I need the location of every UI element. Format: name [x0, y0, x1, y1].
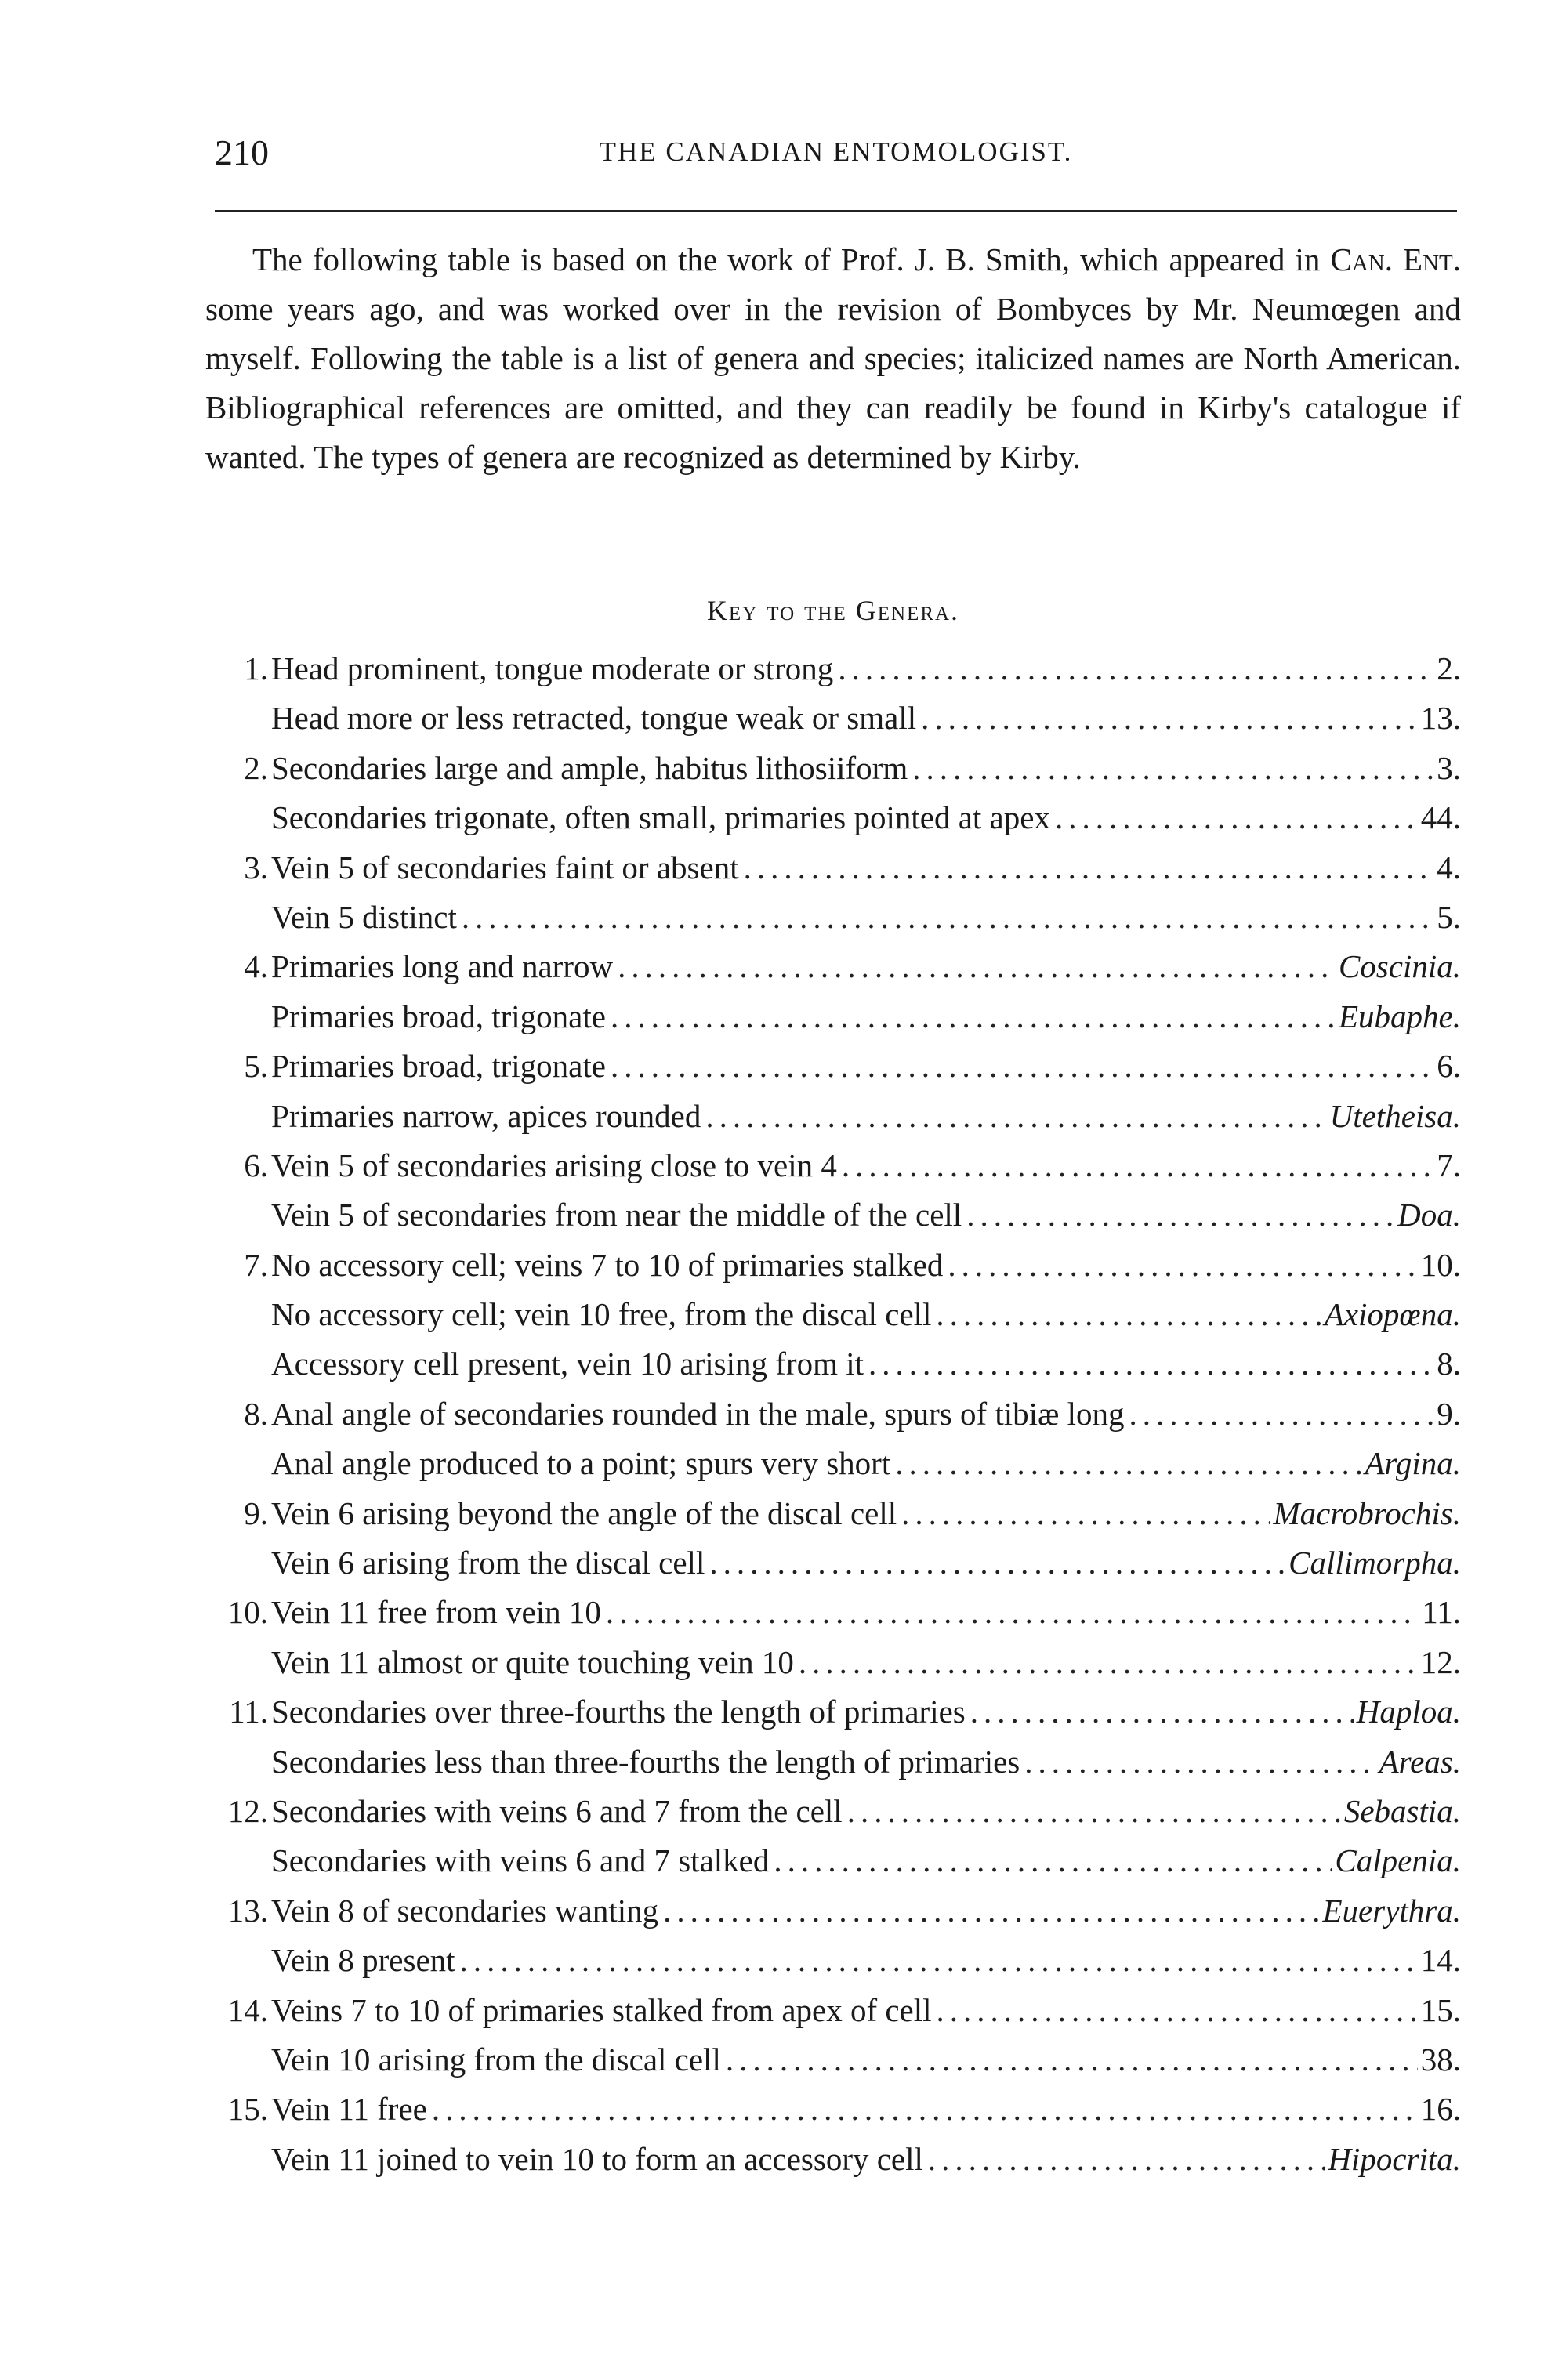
dot-leader — [936, 1290, 1321, 1339]
dot-leader — [432, 2085, 1418, 2134]
key-entry-body — [271, 1687, 1461, 1737]
key-entry-number: 6. — [244, 1147, 268, 1183]
key-title: Key to the Genera. — [706, 595, 960, 626]
key-entry-number: 4. — [244, 948, 268, 985]
intro-text-2: some years ago, and was worked over in the revision of Bombyces by Mr. Neumœgen and myself. Following the table is a list of genera and species; italicized names are North American. Bibliographical references are omitted, and they can readily be found in Kirby's catalogue if wanted. The types of genera are recognized as determined by Kirby. — [205, 291, 1461, 475]
key-entry — [205, 793, 1461, 842]
couplet-reference: 9. — [1437, 1395, 1461, 1432]
key-entry — [205, 2085, 1461, 2134]
dot-leader — [460, 1936, 1418, 1985]
couplet-reference: 6. — [1437, 1048, 1461, 1085]
key-entry — [205, 744, 1461, 793]
key-entry-text: Anal angle of secondaries rounded in the male, spurs of tibiæ long — [271, 1395, 1125, 1432]
key-entry-body — [271, 1141, 1461, 1190]
key-entry — [205, 1687, 1461, 1737]
couplet-reference: 2. — [1437, 650, 1461, 686]
genus-name: Doa. — [1397, 1197, 1461, 1233]
key-entry-number: 12. — [227, 1792, 268, 1829]
key-entry-text: Primaries narrow, apices rounded — [271, 1097, 701, 1134]
key-entry-text: Secondaries large and ample, habitus lithosiiform — [271, 749, 908, 786]
dot-leader — [1055, 793, 1418, 842]
key-entry-body — [271, 1041, 1461, 1091]
key-entry — [205, 1986, 1461, 2035]
key-entry-body — [271, 744, 1461, 793]
key-entry — [205, 1737, 1461, 1787]
key-entry-text: No accessory cell; vein 10 free, from the discal cell — [271, 1296, 932, 1333]
key-entry — [205, 1241, 1461, 1290]
key-entry-body — [271, 843, 1461, 893]
genus-name: Coscinia. — [1338, 948, 1461, 985]
header-rule — [215, 210, 1457, 212]
key-entry-body — [271, 2035, 1461, 2085]
key-entry-text: Primaries long and narrow — [271, 948, 614, 985]
key-entry-body — [271, 1241, 1461, 1290]
key-entry-text: Secondaries over three-fourths the length of primaries — [271, 1694, 966, 1730]
dot-leader — [838, 644, 1433, 694]
key-entry-number: 14. — [227, 1991, 268, 2028]
key-entry-body — [271, 644, 1461, 694]
dot-leader — [937, 1986, 1418, 2035]
key-entry-text: Anal angle produced to a point; spurs very short — [271, 1445, 891, 1482]
key-entry-body — [271, 1787, 1461, 1836]
key-entry-body — [271, 1439, 1461, 1488]
dot-leader — [928, 2135, 1325, 2184]
key-entry-text: Primaries broad, trigonate — [271, 998, 606, 1034]
genus-name: Hipocrita. — [1328, 2140, 1461, 2177]
dot-leader — [799, 1638, 1418, 1687]
key-entry-body — [271, 2135, 1461, 2184]
couplet-reference: 11. — [1422, 1594, 1461, 1631]
key-entry — [205, 1588, 1461, 1637]
key-entry-text: Vein 11 almost or quite touching vein 10 — [271, 1643, 794, 1680]
genus-name: Macrobrochis. — [1273, 1494, 1461, 1531]
genus-name: Callimorpha. — [1288, 1545, 1461, 1581]
dot-leader — [726, 2035, 1418, 2085]
key-entry-body — [271, 1986, 1461, 2035]
key-entry-body — [271, 793, 1461, 842]
genus-name: Sebastia. — [1343, 1792, 1461, 1829]
key-entry — [205, 843, 1461, 893]
key-entry-text: Vein 8 present — [271, 1942, 455, 1979]
dot-leader — [948, 1241, 1417, 1290]
key-entry-number: 3. — [244, 849, 268, 886]
key-entry-text: No accessory cell; veins 7 to 10 of primaries stalked — [271, 1246, 944, 1283]
key-entry — [205, 1041, 1461, 1091]
key-entry — [205, 1141, 1461, 1190]
key-entry — [205, 1339, 1461, 1389]
dot-leader — [1129, 1389, 1434, 1439]
dot-leader — [462, 893, 1433, 942]
page-number: 210 — [215, 132, 269, 172]
key-entry-body — [271, 1936, 1461, 1985]
key-entry-text: Vein 5 of secondaries arising close to vein 4 — [271, 1147, 837, 1183]
key-entry — [205, 1290, 1461, 1339]
couplet-reference: 16. — [1420, 2091, 1461, 2128]
key-entry — [205, 1389, 1461, 1439]
key-entry — [205, 1190, 1461, 1240]
couplet-reference: 8. — [1437, 1346, 1461, 1382]
key-entry-text: Secondaries trigonate, often small, primaries pointed at apex — [271, 799, 1050, 836]
key-entry — [205, 1092, 1461, 1141]
key-entry-number: 9. — [244, 1494, 268, 1531]
genus-name: Utetheisa. — [1329, 1097, 1461, 1134]
dot-leader — [606, 1588, 1419, 1637]
key-entry — [205, 1836, 1461, 1886]
dot-leader — [618, 942, 1336, 991]
key-entry-text: Secondaries with veins 6 and 7 from the cell — [271, 1792, 843, 1829]
couplet-reference: 15. — [1420, 1991, 1461, 2028]
key-entry-text: Head more or less retracted, tongue weak or small — [271, 700, 917, 737]
key-entry-body — [271, 942, 1461, 991]
couplet-reference: 3. — [1437, 749, 1461, 786]
key-entry — [205, 942, 1461, 991]
running-head: THE CANADIAN ENTOMOLOGIST. — [599, 136, 1073, 167]
page-header — [215, 132, 1457, 179]
genus-name: Eubaphe. — [1339, 998, 1461, 1034]
key-entry-body — [271, 1389, 1461, 1439]
genus-name: Areas. — [1379, 1743, 1461, 1780]
key-entry — [205, 893, 1461, 942]
key-entry-body — [271, 694, 1461, 743]
genus-name: Euerythra. — [1322, 1892, 1461, 1929]
key-entry — [205, 1936, 1461, 1985]
key-entry — [205, 1638, 1461, 1687]
key-entry-body — [271, 1489, 1461, 1538]
journal-abbreviation: Can. Ent. — [1330, 241, 1461, 277]
key-entry-text: Vein 6 arising beyond the angle of the discal cell — [271, 1494, 897, 1531]
dot-leader — [1024, 1737, 1375, 1787]
dot-leader — [611, 1041, 1433, 1091]
key-entry-number: 13. — [227, 1892, 268, 1929]
key-entry — [205, 992, 1461, 1041]
genus-name: Haploa. — [1356, 1694, 1461, 1730]
key-entry-body — [271, 2085, 1461, 2134]
key-entry-body — [271, 1588, 1461, 1637]
couplet-reference: 5. — [1437, 898, 1461, 935]
couplet-reference: 13. — [1420, 700, 1461, 737]
key-entry-text: Head prominent, tongue moderate or strong — [271, 650, 834, 686]
couplet-reference: 38. — [1420, 2041, 1461, 2078]
key-entry-body — [271, 1290, 1461, 1339]
dot-leader — [611, 992, 1336, 1041]
key-entry-text: Vein 11 free from vein 10 — [271, 1594, 601, 1631]
genus-name: Calpenia. — [1335, 1842, 1461, 1879]
intro-paragraph — [205, 235, 1461, 482]
key-entry-body — [271, 893, 1461, 942]
key-entry-body — [271, 1886, 1461, 1936]
genus-name: Axiopœna. — [1324, 1296, 1461, 1333]
key-entry-text: Vein 8 of secondaries wanting — [271, 1892, 659, 1929]
key-entry-number: 8. — [244, 1395, 268, 1432]
dot-leader — [895, 1439, 1361, 1488]
dot-leader — [970, 1687, 1354, 1737]
key-entry-body — [271, 1339, 1461, 1389]
dot-leader — [709, 1538, 1285, 1588]
key-list — [205, 644, 1461, 2184]
couplet-reference: 44. — [1420, 799, 1461, 836]
key-entry-number: 2. — [244, 749, 268, 786]
genus-name: Argina. — [1365, 1445, 1461, 1482]
couplet-reference: 12. — [1420, 1643, 1461, 1680]
dot-leader — [847, 1787, 1341, 1836]
dot-leader — [912, 744, 1433, 793]
key-entry-text: Secondaries with veins 6 and 7 stalked — [271, 1842, 770, 1879]
couplet-reference: 7. — [1437, 1147, 1461, 1183]
key-entry-body — [271, 1737, 1461, 1787]
key-entry — [205, 644, 1461, 694]
dot-leader — [774, 1836, 1332, 1886]
key-entry-text: Veins 7 to 10 of primaries stalked from apex of cell — [271, 1991, 932, 2028]
key-entry-number: 11. — [229, 1694, 268, 1730]
key-entry-body — [271, 1638, 1461, 1687]
dot-leader — [868, 1339, 1433, 1389]
key-entry-number: 7. — [244, 1246, 268, 1283]
key-entry-text: Vein 10 arising from the discal cell — [271, 2041, 721, 2078]
key-entry-number: 15. — [227, 2091, 268, 2128]
intro-text-1: The following table is based on the work of Prof. J. B. Smith, which appeared in — [252, 241, 1331, 277]
key-entry-text: Vein 5 distinct — [271, 898, 457, 935]
key-entry — [205, 1439, 1461, 1488]
key-entry-number: 10. — [227, 1594, 268, 1631]
key-entry-text: Accessory cell present, vein 10 arising from it — [271, 1346, 864, 1382]
dot-leader — [921, 694, 1418, 743]
key-entry-number: 1. — [244, 650, 268, 686]
couplet-reference: 14. — [1420, 1942, 1461, 1979]
key-entry-text: Secondaries less than three-fourths the length of primaries — [271, 1743, 1020, 1780]
key-entry-body — [271, 992, 1461, 1041]
key-entry — [205, 1886, 1461, 1936]
couplet-reference: 4. — [1437, 849, 1461, 886]
key-entry-text: Primaries broad, trigonate — [271, 1048, 606, 1085]
key-entry-text: Vein 11 joined to vein 10 to form an accessory cell — [271, 2140, 923, 2177]
key-entry — [205, 1787, 1461, 1836]
dot-leader — [966, 1190, 1394, 1240]
key-entry — [205, 2035, 1461, 2085]
key-entry — [205, 1538, 1461, 1588]
key-entry-text: Vein 5 of secondaries faint or absent — [271, 849, 739, 886]
key-entry — [205, 694, 1461, 743]
key-entry-text: Vein 5 of secondaries from near the middle of the cell — [271, 1197, 962, 1233]
key-entry-text: Vein 6 arising from the discal cell — [271, 1545, 705, 1581]
couplet-reference: 10. — [1420, 1246, 1461, 1283]
key-entry-body — [271, 1190, 1461, 1240]
key-entry-number: 5. — [244, 1048, 268, 1085]
dot-leader — [744, 843, 1434, 893]
key-entry — [205, 1489, 1461, 1538]
dot-leader — [901, 1489, 1270, 1538]
key-entry-body — [271, 1092, 1461, 1141]
key-entry-body — [271, 1538, 1461, 1588]
dot-leader — [842, 1141, 1433, 1190]
dot-leader — [663, 1886, 1319, 1936]
key-entry-text: Vein 11 free — [271, 2091, 427, 2128]
key-entry-body — [271, 1836, 1461, 1886]
key-entry — [205, 2135, 1461, 2184]
dot-leader — [705, 1092, 1326, 1141]
